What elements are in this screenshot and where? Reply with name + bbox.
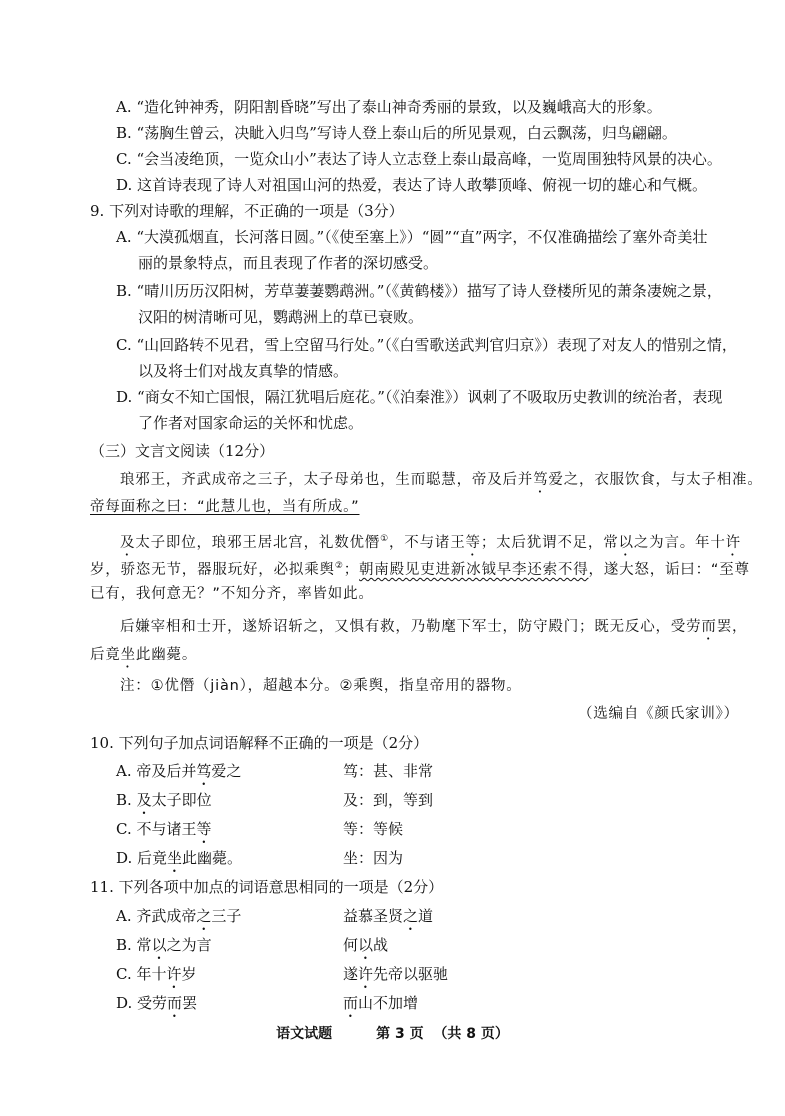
q10-stem: 10. 下列句子加点词语解释不正确的一项是（2分） [90, 734, 429, 752]
option-text: B. 常 [116, 936, 152, 954]
dotted-word: 笃 [533, 472, 549, 488]
underlined-sentence: 帝每面称之曰：“此慧儿也，当有所成。” [90, 499, 360, 515]
option-compare [343, 904, 433, 934]
option-text: 先帝以驱驰 [373, 965, 449, 983]
q8-option-c: C. “会当凌绝顶，一览众山小”表达了诗人立志登上泰山最高峰，一览周围独特风景的决心。 [116, 150, 722, 168]
passage-paragraph-2-line3: 已有，我何意无？”不知分齐，率皆如此。 [90, 586, 374, 602]
passage-note: 注：①优僭（jiàn），超越本分。②乘舆，指皇帝用的器物。 [120, 678, 522, 694]
option-compare [343, 933, 388, 963]
option-text: 山不加增 [358, 994, 419, 1012]
dotted-word: 以 [151, 936, 167, 954]
q9-option-c-line2: 以及将士们对战友真挚的情感。 [138, 362, 349, 380]
q11-option-c [0, 962, 785, 992]
passage-paragraph-1-line2 [0, 495, 785, 519]
dotted-word: 坐 [167, 849, 183, 867]
option-compare [343, 962, 448, 992]
option-text: B. [116, 791, 137, 809]
q8-option-a: A. “造化钟神秀，阴阳割昏晓”写出了泰山神奇秀丽的景致，以及巍峨高大的形象。 [116, 98, 662, 116]
passage-text: 后竟 [90, 647, 121, 663]
option-text: 之为言 [166, 936, 212, 954]
passage-text: 爱之，衣服饮食，与太子相准。 [548, 472, 763, 488]
passage-text: ；太后犹谓不足，常 [480, 534, 619, 551]
option-text: C. 年十 [116, 965, 167, 983]
option-text: 此幽薨。 [182, 849, 243, 867]
dotted-word: 许 [358, 965, 374, 983]
q8-option-d: D. 这首诗表现了诗人对祖国山河的热爱，表达了诗人敢攀顶峰、俯视一切的雄心和气概。 [116, 176, 708, 194]
q8-option-b: B. “荡胸生曾云，决眦入归鸟”写诗人登上泰山后的所见景观，白云飘荡，归鸟翩翩。 [116, 124, 677, 142]
page-footer [0, 1023, 785, 1043]
option-text: 岁 [181, 965, 197, 983]
option-text: A. 齐武成帝 [116, 907, 197, 925]
option-text: 何 [343, 936, 359, 954]
q10-option-a [0, 759, 785, 789]
footer-page-number: 第 3 页 （共 8 页） [376, 1026, 509, 1042]
dotted-word: 之 [403, 907, 419, 925]
q10-option-d [0, 846, 785, 876]
wavy-underlined-sentence: 朝南殿见吏进新冰钺早李还索不得 [359, 561, 589, 578]
q9-option-d-line2: 了作者对国家命运的关怀和忧虑。 [138, 414, 364, 432]
option-gloss: 等：等候 [343, 820, 404, 838]
q10-option-b [0, 788, 785, 818]
q9-option-c-line1: C. “山回路转不见君，雪上空留马行处。”（《白雪歌送武判官归京》）表现了对友人的惜别之情， [116, 336, 737, 354]
passage-text: 与诸王 [419, 534, 466, 551]
option-compare [343, 991, 418, 1021]
dotted-word: 而 [167, 994, 183, 1012]
q10-option-c [0, 817, 785, 847]
option-text: 益慕圣贤 [343, 907, 404, 925]
option-text: 罢 [182, 994, 198, 1012]
passage-text: 琅邪王，齐武成帝之三子，太子母弟也，生而聪慧，帝及后并 [120, 472, 534, 488]
option-gloss: 笃：甚、非常 [343, 762, 434, 780]
option-text: D. 受劳 [116, 994, 168, 1012]
option-gloss: 及：到，等到 [343, 791, 434, 809]
option-gloss: 坐：因为 [343, 849, 404, 867]
q11-stem: 11. 下列各项中加点的词语意思相同的一项是（2分） [90, 878, 444, 896]
passage-paragraph-3-line1 [0, 615, 785, 643]
dotted-word: 许 [166, 965, 182, 983]
dotted-word: 坐 [120, 647, 136, 663]
q11-option-d [0, 991, 785, 1021]
footnote-marker: ② [334, 561, 344, 571]
dotted-word: 及 [120, 534, 136, 551]
option-text: 道 [418, 907, 434, 925]
q9-option-d-line1: D. “商女不知亡国恨，隔江犹唱后庭花。”（《泊秦淮》）讽刺了不吸取历史教训的统治者，表现 [116, 388, 723, 406]
option-text: 三子 [211, 907, 242, 925]
section-heading: （三）文言文阅读（12分） [90, 442, 275, 460]
passage-text: 岁，骄恣无节，器服玩好，必拟乘舆 [90, 561, 335, 578]
q11-option-b [0, 933, 785, 963]
q9-option-a-line1: A. “大漠孤烟直，长河落日圆。”（《使至塞上》）“圆”“直”两字，不仅准确描绘了塞外奇美壮 [116, 228, 708, 246]
option-text: 遂 [343, 965, 359, 983]
dotted-word: 及 [136, 791, 152, 809]
dotted-word: 而 [701, 619, 717, 635]
passage-text: 罢， [716, 619, 748, 635]
q9-option-b-line1: B. “晴川历历汉阳树，芳草萋萋鹦鹉洲。”（《黄鹤楼》）描写了诗人登楼所见的萧条凄婉之景， [116, 282, 722, 300]
q9-option-b-line2: 汉阳的树清晰可见，鹦鹉洲上的草已衰败。 [138, 308, 424, 326]
dotted-word: 以 [358, 936, 374, 954]
footer-subject: 语文试题 [276, 1026, 333, 1042]
dotted-word: 以 [618, 534, 634, 551]
passage-text: 此幽薨。 [135, 647, 198, 663]
passage-text: 之为言。年十 [633, 534, 726, 551]
passage-text: ，不 [389, 534, 420, 551]
option-text: C. 不与诸王 [116, 820, 197, 838]
option-text: D. 后竟 [116, 849, 168, 867]
passage-text: ，遂大怒，诟曰：“至尊 [588, 561, 750, 578]
passage-paragraph-2-line2 [0, 554, 785, 582]
dotted-word: 许 [725, 534, 741, 551]
dotted-word: 而 [343, 994, 359, 1012]
passage-paragraph-3-line2 [0, 643, 785, 671]
passage-text: 后嫌宰相和士开，遂矫诏斩之，又惧有救，乃勒麾下军士，防守殿门；既无反心，受劳 [120, 619, 702, 635]
option-text: 爱之 [211, 762, 242, 780]
q9-option-a-line2: 丽的景象特点，而且表现了作者的深切感受。 [138, 254, 439, 272]
q11-option-a [0, 904, 785, 934]
dotted-word: 笃 [196, 762, 212, 780]
source-citation: （选编自《颜氏家训》） [577, 706, 739, 722]
passage-paragraph-1-line1 [0, 468, 785, 496]
option-text: A. 帝及后并 [116, 762, 197, 780]
passage-text: ； [343, 561, 359, 578]
dotted-word: 之 [196, 907, 212, 925]
dotted-word: 等 [465, 534, 481, 551]
option-text: 太子即位 [151, 791, 212, 809]
option-text: 战 [373, 936, 389, 954]
passage-text: 太子即位，琅邪王居北宫，礼数优僭 [135, 534, 381, 551]
q9-stem: 9. 下列对诗歌的理解，不正确的一项是（3分） [90, 202, 404, 220]
dotted-word: 等 [196, 820, 212, 838]
footnote-marker: ① [380, 534, 389, 544]
